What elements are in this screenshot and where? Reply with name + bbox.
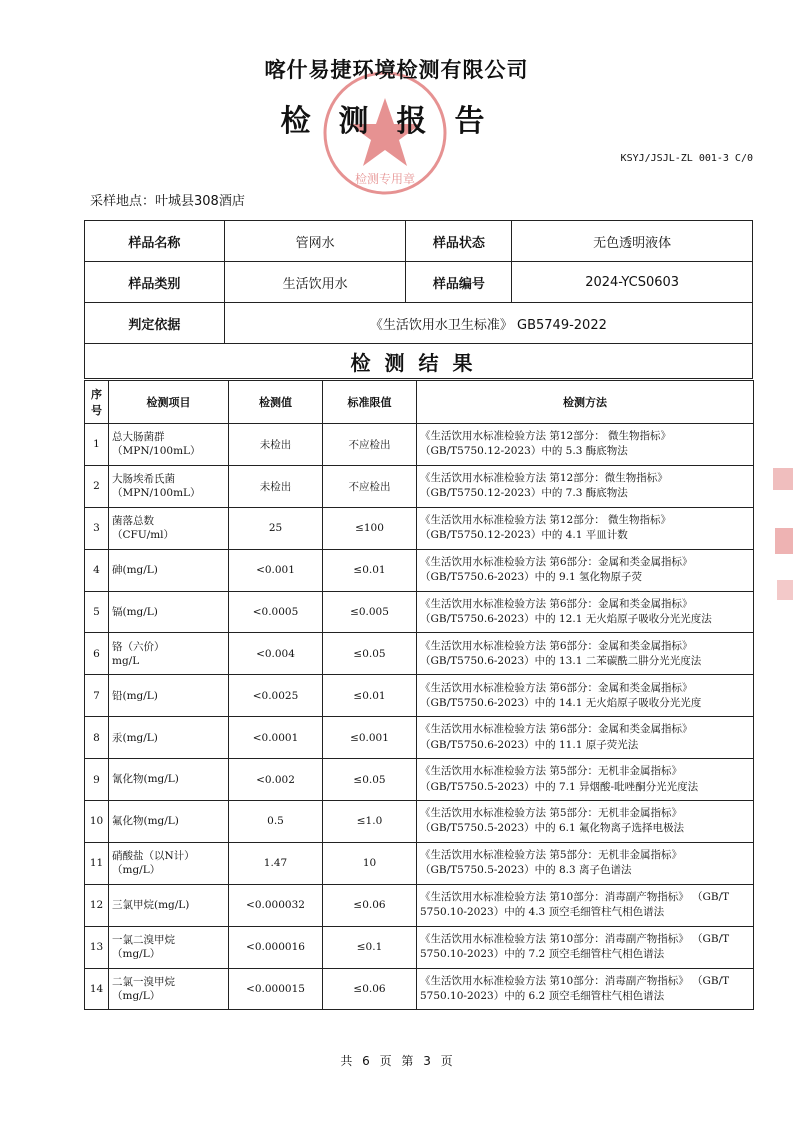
- row-number: 1: [85, 424, 109, 466]
- row-item: 氰化物(mg/L): [109, 759, 229, 801]
- row-limit: ≤0.1: [323, 926, 417, 968]
- row-number: 3: [85, 507, 109, 549]
- result-row: [85, 507, 754, 549]
- col-header-value: 检测值: [229, 381, 323, 424]
- basis-value: 《生活饮用水卫生标准》 GB5749-2022: [224, 303, 752, 344]
- row-item: 氟化物(mg/L): [109, 801, 229, 843]
- row-method: 《生活饮用水标准检验方法 第6部分：金属和类金属指标》 （GB/T5750.6-2023）中的 9.1 氢化物原子荧: [417, 549, 754, 591]
- row-limit: ≤0.005: [323, 591, 417, 633]
- row-number: 10: [85, 801, 109, 843]
- result-row: [85, 675, 754, 717]
- row-limit: 不应检出: [323, 424, 417, 466]
- row-item: 砷(mg/L): [109, 549, 229, 591]
- row-value: 未检出: [229, 465, 323, 507]
- row-value: 1.47: [229, 842, 323, 884]
- sample-number-value: 2024-YCS0603: [512, 262, 753, 303]
- row-item: 铬（六价） mg/L: [109, 633, 229, 675]
- row-method: 《生活饮用水标准检验方法 第12部分：微生物指标》 （GB/T5750.12-2023）中的 7.3 酶底物法: [417, 465, 754, 507]
- row-method: 《生活饮用水标准检验方法 第5部分：无机非金属指标》 （GB/T5750.5-2023）中的 7.1 异烟酸-吡唑酮分光光度法: [417, 759, 754, 801]
- result-row: [85, 842, 754, 884]
- row-item: 三氯甲烷(mg/L): [109, 884, 229, 926]
- result-row: [85, 926, 754, 968]
- result-row: [85, 591, 754, 633]
- row-value: <0.0025: [229, 675, 323, 717]
- basis-label: 判定依据: [85, 303, 225, 344]
- row-number: 5: [85, 591, 109, 633]
- row-item: 菌落总数 （CFU/ml）: [109, 507, 229, 549]
- row-number: 11: [85, 842, 109, 884]
- row-number: 8: [85, 717, 109, 759]
- seal-text: 检测专用章: [354, 172, 416, 186]
- row-number: 9: [85, 759, 109, 801]
- row-item: 汞(mg/L): [109, 717, 229, 759]
- row-value: 未检出: [229, 424, 323, 466]
- row-value: <0.0005: [229, 591, 323, 633]
- col-header-method: 检测方法: [417, 381, 754, 424]
- row-limit: ≤0.06: [323, 968, 417, 1010]
- row-item: 二氯一溴甲烷 （mg/L）: [109, 968, 229, 1010]
- row-value: <0.004: [229, 633, 323, 675]
- result-row: [85, 717, 754, 759]
- row-limit: ≤0.06: [323, 884, 417, 926]
- row-limit: ≤0.001: [323, 717, 417, 759]
- results-table: [84, 380, 754, 1010]
- row-number: 2: [85, 465, 109, 507]
- result-row: [85, 801, 754, 843]
- col-header-item: 检测项目: [109, 381, 229, 424]
- result-row: [85, 549, 754, 591]
- sample-name-value: 管网水: [224, 221, 406, 262]
- sample-info-table: [84, 220, 753, 379]
- row-value: 25: [229, 507, 323, 549]
- row-method: 《生活饮用水标准检验方法 第12部分： 微生物指标》 （GB/T5750.12-2023）中的 4.1 平皿计数: [417, 507, 754, 549]
- row-method: 《生活饮用水标准检验方法 第6部分：金属和类金属指标》 （GB/T5750.6-2023）中的 11.1 原子荧光法: [417, 717, 754, 759]
- row-method: 《生活饮用水标准检验方法 第6部分：金属和类金属指标》 （GB/T5750.6-2023）中的 14.1 无火焰原子吸收分光光度: [417, 675, 754, 717]
- row-limit: ≤100: [323, 507, 417, 549]
- result-row: [85, 424, 754, 466]
- row-limit: ≤0.01: [323, 675, 417, 717]
- row-method: 《生活饮用水标准检验方法 第6部分：金属和类金属指标》 （GB/T5750.6-2023）中的 12.1 无火焰原子吸收分光光度法: [417, 591, 754, 633]
- results-title: 检测结果: [85, 344, 753, 379]
- row-item: 大肠埃希氏菌 （MPN/100mL）: [109, 465, 229, 507]
- result-row: [85, 759, 754, 801]
- result-row: [85, 968, 754, 1010]
- sample-type-label: 样品类别: [85, 262, 225, 303]
- row-method: 《生活饮用水标准检验方法 第5部分：无机非金属指标》 （GB/T5750.5-2023）中的 6.1 氟化物离子选择电极法: [417, 801, 754, 843]
- row-number: 14: [85, 968, 109, 1010]
- row-value: <0.000015: [229, 968, 323, 1010]
- result-row: [85, 633, 754, 675]
- row-method: 《生活饮用水标准检验方法 第6部分：金属和类金属指标》 （GB/T5750.6-2023）中的 13.1 二苯碳酰二肼分光光度法: [417, 633, 754, 675]
- row-value: 0.5: [229, 801, 323, 843]
- sample-type-value: 生活饮用水: [224, 262, 406, 303]
- sampling-site-label: 采样地点：: [90, 194, 156, 209]
- row-method: 《生活饮用水标准检验方法 第10部分：消毒副产物指标》 （GB/T 5750.10-2023）中的 4.3 顶空毛细管柱气相色谱法: [417, 884, 754, 926]
- sample-number-label: 样品编号: [406, 262, 512, 303]
- row-limit: ≤0.01: [323, 549, 417, 591]
- row-value: <0.000032: [229, 884, 323, 926]
- row-limit: 10: [323, 842, 417, 884]
- company-name: 喀什易捷环境检测有限公司: [264, 58, 529, 82]
- row-item: 总大肠菌群 （MPN/100mL）: [109, 424, 229, 466]
- row-limit: ≤0.05: [323, 759, 417, 801]
- result-row: [85, 884, 754, 926]
- result-row: [85, 465, 754, 507]
- sampling-site-value: 叶城县308酒店: [155, 194, 245, 209]
- results-header-row: [85, 381, 754, 424]
- row-number: 4: [85, 549, 109, 591]
- row-number: 7: [85, 675, 109, 717]
- row-item: 硝酸盐（以N计） （mg/L）: [109, 842, 229, 884]
- document-number: KSYJ/JSJL-ZL 001-3 C/0: [620, 153, 753, 164]
- col-header-no: 序号: [85, 381, 109, 424]
- row-value: <0.001: [229, 549, 323, 591]
- row-value: <0.002: [229, 759, 323, 801]
- row-method: 《生活饮用水标准检验方法 第10部分：消毒副产物指标》 （GB/T 5750.10-2023）中的 7.2 顶空毛细管柱气相色谱法: [417, 926, 754, 968]
- row-item: 铅(mg/L): [109, 675, 229, 717]
- row-method: 《生活饮用水标准检验方法 第10部分：消毒副产物指标》 （GB/T 5750.10-2023）中的 6.2 顶空毛细管柱气相色谱法: [417, 968, 754, 1010]
- row-value: <0.000016: [229, 926, 323, 968]
- row-method: 《生活饮用水标准检验方法 第5部分：无机非金属指标》 （GB/T5750.5-2023）中的 8.3 离子色谱法: [417, 842, 754, 884]
- side-stamp-fragment: [765, 468, 793, 618]
- sample-state-label: 样品状态: [406, 221, 512, 262]
- row-item: 一氯二溴甲烷 （mg/L）: [109, 926, 229, 968]
- row-method: 《生活饮用水标准检验方法 第12部分： 微生物指标》 （GB/T5750.12-2023）中的 5.3 酶底物法: [417, 424, 754, 466]
- row-value: <0.0001: [229, 717, 323, 759]
- row-number: 6: [85, 633, 109, 675]
- row-number: 13: [85, 926, 109, 968]
- row-limit: 不应检出: [323, 465, 417, 507]
- row-limit: ≤0.05: [323, 633, 417, 675]
- sampling-site: [90, 190, 245, 209]
- col-header-limit: 标准限值: [323, 381, 417, 424]
- sample-name-label: 样品名称: [85, 221, 225, 262]
- row-limit: ≤1.0: [323, 801, 417, 843]
- sample-state-value: 无色透明液体: [512, 221, 753, 262]
- report-title: 检测报告: [280, 104, 513, 139]
- page-footer: 共 6 页 第 3 页: [340, 1054, 453, 1068]
- row-number: 12: [85, 884, 109, 926]
- row-item: 镉(mg/L): [109, 591, 229, 633]
